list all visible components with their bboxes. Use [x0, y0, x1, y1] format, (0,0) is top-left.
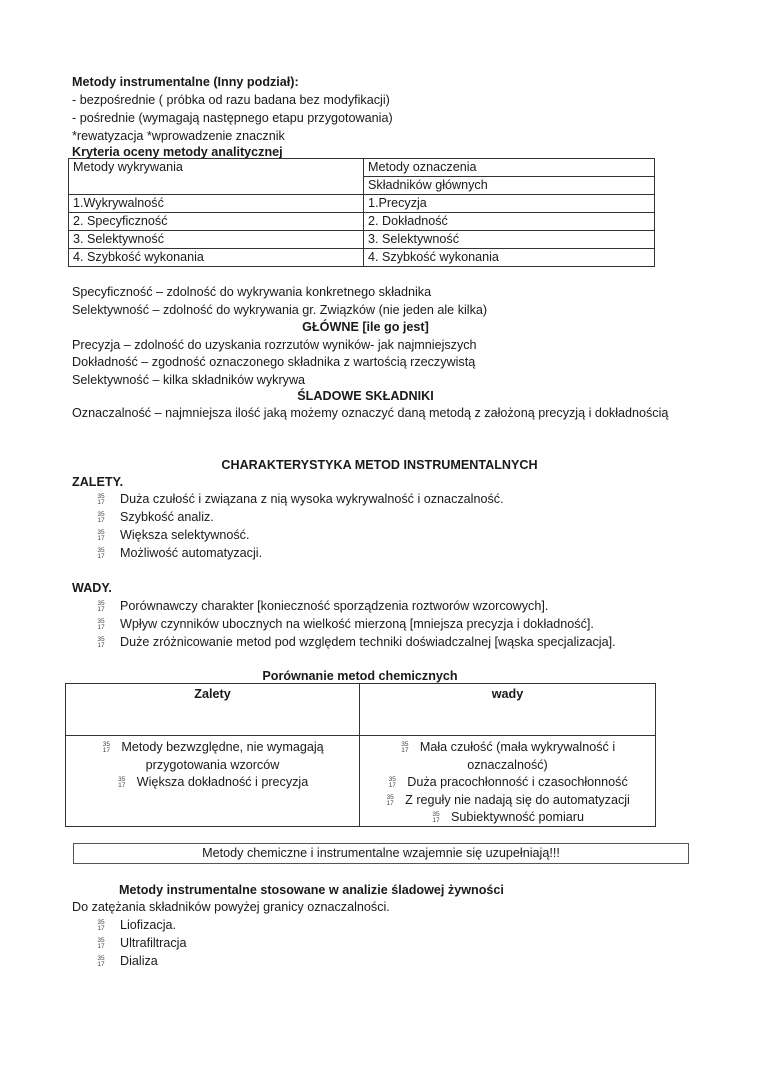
broken-bullet-icon: 35 17 [97, 528, 105, 542]
criteria-table [68, 158, 655, 267]
list-item: 35 17 Możliwość automatyzacji. [97, 546, 263, 560]
list-item: 35 17 Większa dokładność i precyzja [118, 775, 309, 789]
list-item: 35 17 Wpływ czynników ubocznych na wielkość mierzoną [mniejsza precyzja i dokładność]. [97, 617, 594, 631]
list-item: 35 17 Duża czułość i związana z nią wysoka wykrywalność i oznaczalność. [97, 492, 504, 506]
broken-bullet-icon: 35 17 [401, 740, 409, 754]
table-cell: 2. Specyficzność [69, 213, 364, 231]
broken-bullet-icon: 35 17 [388, 775, 396, 789]
table-cell: 4. Szybkość wykonania [364, 249, 655, 267]
table-cell: 3. Selektywność [364, 231, 655, 249]
list-item: 35 17 Szybkość analiz. [97, 510, 214, 524]
disadvantages-label: WADY. [72, 581, 112, 595]
broken-bullet-icon: 35 17 [97, 617, 105, 631]
broken-bullet-icon: 35 17 [97, 510, 105, 524]
section-title: Metody instrumentalne (Inny podział): [72, 75, 299, 89]
text-line: - pośrednie (wymagają następnego etapu przygotowania) [72, 111, 393, 125]
definition-quantifiability: Oznaczalność – najmniejsza ilość jaką możemy oznaczyć daną metodą z założoną precyzją i dokładnością [72, 406, 669, 420]
table-cell: 4. Szybkość wykonania [69, 249, 364, 267]
table-row [69, 195, 655, 213]
list-item: 35 17 Z reguły nie nadają się do automatyzacji [386, 793, 630, 807]
table-cell: 2. Dokładność [364, 213, 655, 231]
column-header-advantages: Zalety [194, 687, 231, 701]
table-cell: 1.Precyzja [364, 195, 655, 213]
list-item-continuation: oznaczalność) [467, 758, 548, 772]
table-cell: 1.Wykrywalność [69, 195, 364, 213]
table-cell: 3. Selektywność [69, 231, 364, 249]
broken-bullet-icon: 35 17 [97, 936, 105, 950]
list-item: 35 17 Ultrafiltracja [97, 936, 187, 950]
callout-box: Metody chemiczne i instrumentalne wzajemnie się uzupełniają!!! [73, 843, 689, 864]
broken-bullet-icon: 35 17 [97, 954, 105, 968]
comparison-title: Porównanie metod chemicznych [262, 669, 458, 683]
list-item-continuation: przygotowania wzorców [145, 758, 280, 772]
list-item: 35 17 Metody bezwzględne, nie wymagają [102, 740, 324, 754]
list-item: 35 17 Mała czułość (mała wykrywalność i [401, 740, 616, 754]
list-item: 35 17 Dializa [97, 954, 158, 968]
list-item: 35 17 Subiektywność pomiaru [432, 810, 584, 824]
criteria-title: Kryteria oceny metody analitycznej [72, 145, 283, 159]
text-line: - bezpośrednie ( próbka od razu badana bez modyfikacji) [72, 93, 390, 107]
list-item: 35 17 Większa selektywność. [97, 528, 250, 542]
trace-analysis-title: Metody instrumentalne stosowane w analizie śladowej żywności [119, 883, 504, 897]
definition-accuracy: Dokładność – zgodność oznaczonego składnika z wartością rzeczywistą [72, 355, 476, 369]
table-header-detection: Metody wykrywania [69, 159, 364, 195]
table-row [69, 213, 655, 231]
advantages-label: ZALETY. [72, 475, 124, 489]
broken-bullet-icon: 35 17 [97, 492, 105, 506]
table-header-determination: Metody oznaczenia [364, 159, 655, 177]
comparison-table [65, 683, 656, 827]
trace-analysis-intro: Do zatężania składników powyżej granicy oznaczalności. [72, 900, 390, 914]
broken-bullet-icon: 35 17 [97, 918, 105, 932]
definition-precision: Precyzja – zdolność do uzyskania rozrzutów wyników- jak najmniejszych [72, 338, 477, 352]
broken-bullet-icon: 35 17 [102, 740, 110, 754]
broken-bullet-icon: 35 17 [97, 635, 105, 649]
table-row [69, 231, 655, 249]
definition-selectivity-2: Selektywność – kilka składników wykrywa [72, 373, 306, 387]
table-header-main-components: Składników głównych [364, 177, 655, 195]
list-item: 35 17 Porównawczy charakter [konieczność sporządzenia roztworów wzorcowych]. [97, 599, 549, 613]
broken-bullet-icon: 35 17 [432, 810, 440, 824]
list-item: 35 17 Duża pracochłonność i czasochłonność [388, 775, 628, 789]
heading-trace: ŚLADOWE SKŁADNIKI [297, 389, 434, 403]
definition-selectivity: Selektywność – zdolność do wykrywania gr. Związków (nie jeden ale kilka) [72, 303, 488, 317]
broken-bullet-icon: 35 17 [97, 599, 105, 613]
text-line: *rewatyzacja *wprowadzenie znacznik [72, 129, 285, 143]
broken-bullet-icon: 35 17 [97, 546, 105, 560]
list-item: 35 17 Liofizacja. [97, 918, 177, 932]
heading-main: GŁÓWNE [ile go jest] [302, 320, 429, 334]
definition-specificity: Specyficzność – zdolność do wykrywania konkretnego składnika [72, 285, 432, 299]
list-item: 35 17 Duże zróżnicowanie metod pod względem techniki doświadczalnej [wąska specjalizacja]. [97, 635, 616, 649]
column-header-disadvantages: wady [491, 687, 524, 701]
broken-bullet-icon: 35 17 [118, 775, 126, 789]
table-row [69, 249, 655, 267]
row-divider [66, 735, 655, 736]
characteristics-title: CHARAKTERYSTYKA METOD INSTRUMENTALNYCH [221, 458, 538, 472]
broken-bullet-icon: 35 17 [386, 793, 394, 807]
